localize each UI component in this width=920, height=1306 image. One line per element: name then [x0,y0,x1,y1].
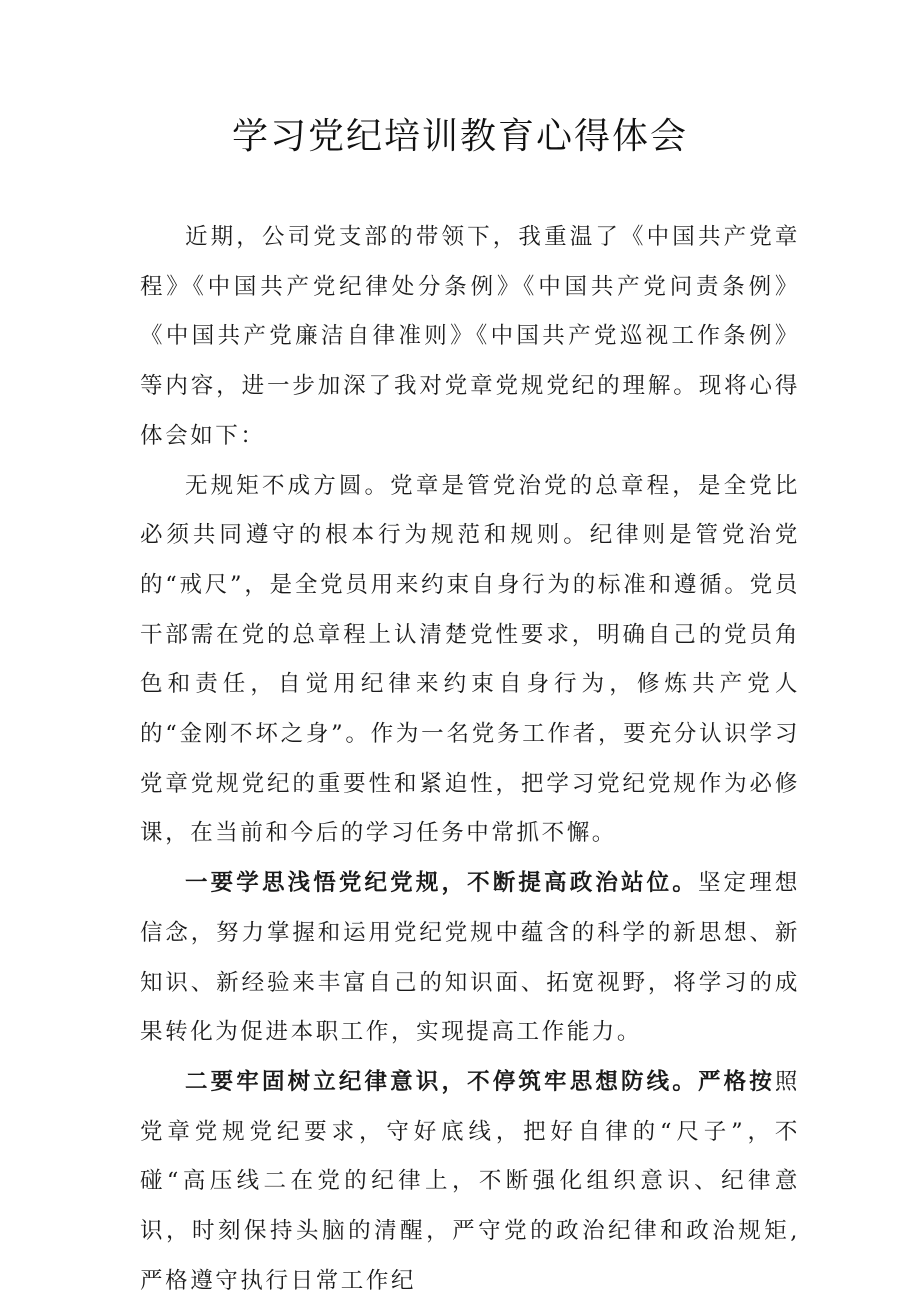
paragraph-heading: 二要牢固树立纪律意识，不停筑牢思想防线。严格按 [185,1068,775,1095]
paragraph-intro [140,213,800,462]
paragraph-text: 坚定理想信念，努力掌握和运用党纪党规中蕴含的科学的新思想、新知识、新经验来丰富自己的知识面、拓宽视野，将学习的成果转化为促进本职工作，实现提高工作能力。 [140,870,800,1046]
document-title: 学习党纪培训教育心得体会 [231,116,688,157]
paragraph-heading: 一要学思浅悟党纪党规，不断提高政治站位。 [185,870,698,897]
paragraph-text: 无规矩不成方圆。党章是管党治党的总章程，是全党比必须共同遵守的根本行为规范和规则。纪律则是管党治党的“戒尺”，是全党员用来约束自身行为的标准和遵循。党员干部需在党的总章程上认清楚党性要求，明确自己的党员角色和责任，自觉用纪律来约束自身行为，修炼共产党人的“金刚不坏之身”。作为一名党务工作者，要充分认识学习党章党规党纪的重要性和紧迫性，把学习党纪党规作为必修课，在当前和今后的学习任务中常抓不懈。 [140,472,800,847]
document-body [140,213,800,1306]
paragraph-rules [140,462,800,860]
paragraph-point-two [140,1058,800,1306]
paragraph-text: 近期，公司党支部的带领下，我重温了《中国共产党章程》《中国共产党纪律处分条例》《中国共产党问责条例》《中国共产党廉洁自律准则》《中国共产党巡视工作条例》等内容，进一步加深了我对党章党规党纪的理解。现将心得体会如下： [140,224,800,449]
paragraph-point-one [140,859,800,1058]
paragraph-text: 照党章党规党纪要求，守好底线，把好自律的“尺子”，不碰“高压线二在党的纪律上，不断强化组织意识、纪律意识，时刻保持头脑的清醒，严守党的政治纪律和政治规矩,严格遵守执行日常工作纪 [140,1068,800,1294]
